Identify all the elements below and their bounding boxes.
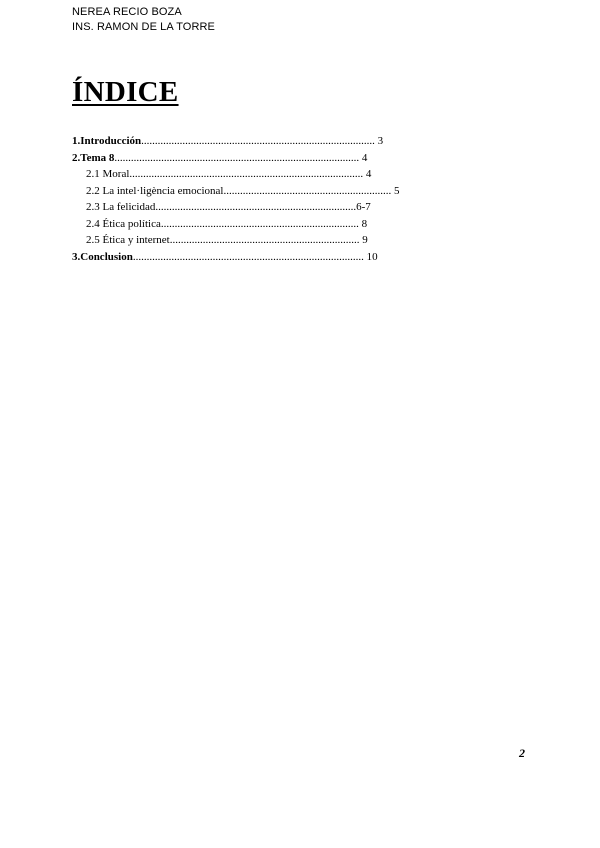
author-name: NEREA RECIO BOZA [72,6,182,18]
toc-entry-etica-internet [72,232,399,249]
table-of-contents [72,133,399,265]
toc-leader-dots: ..................................................................... [169,234,360,246]
toc-entry-page: 8 [361,217,368,230]
toc-entry-etica-politica [72,216,399,233]
toc-entry-label: 3.Conclusion [72,250,133,263]
toc-leader-dots: ........................................................................ [160,217,359,230]
toc-entry-label: 2.5 Ética y internet [86,234,170,246]
toc-entry-page: 9 [362,234,368,246]
toc-leader-dots: ..................................................................................... [129,168,364,180]
toc-entry-label: 2.Tema 8 [72,151,115,164]
document-header [72,5,215,35]
toc-entry-page: 6-7 [356,201,371,213]
school-name: INS. RAMON DE LA TORRE [72,21,215,33]
toc-entry-page: 10 [366,250,378,263]
toc-entry-tema-8 [72,150,399,167]
toc-entry-felicidad [72,199,399,216]
toc-entry-label: 2.3 La felicidad [86,201,156,213]
toc-entry-page: 4 [365,168,372,180]
toc-entry-page: 4 [361,151,368,164]
page-title: ÍNDICE [72,76,179,108]
toc-entry-page: 5 [393,184,400,197]
toc-entry-label: 2.1 Moral [86,168,130,180]
toc-entry-label: 1.Introducción [72,135,142,147]
toc-entry-introduccion [72,133,399,150]
toc-entry-label: 2.2 La intel·ligència emocional [86,184,224,197]
toc-entry-page: 3 [377,135,384,147]
toc-leader-dots: ......................................................................................... [114,151,360,164]
toc-entry-inteligencia-emocional [72,183,399,200]
toc-entry-conclusion [72,249,399,266]
page-number: 2 [519,746,525,760]
toc-leader-dots: .................................................................................... [132,250,364,263]
toc-leader-dots: ..................................................................................... [141,135,375,147]
toc-entry-label: 2.4 Ética política [86,217,161,230]
toc-leader-dots: ......................................................................... [155,201,357,213]
toc-entry-moral [72,166,399,183]
toc-leader-dots: ............................................................. [223,184,392,197]
